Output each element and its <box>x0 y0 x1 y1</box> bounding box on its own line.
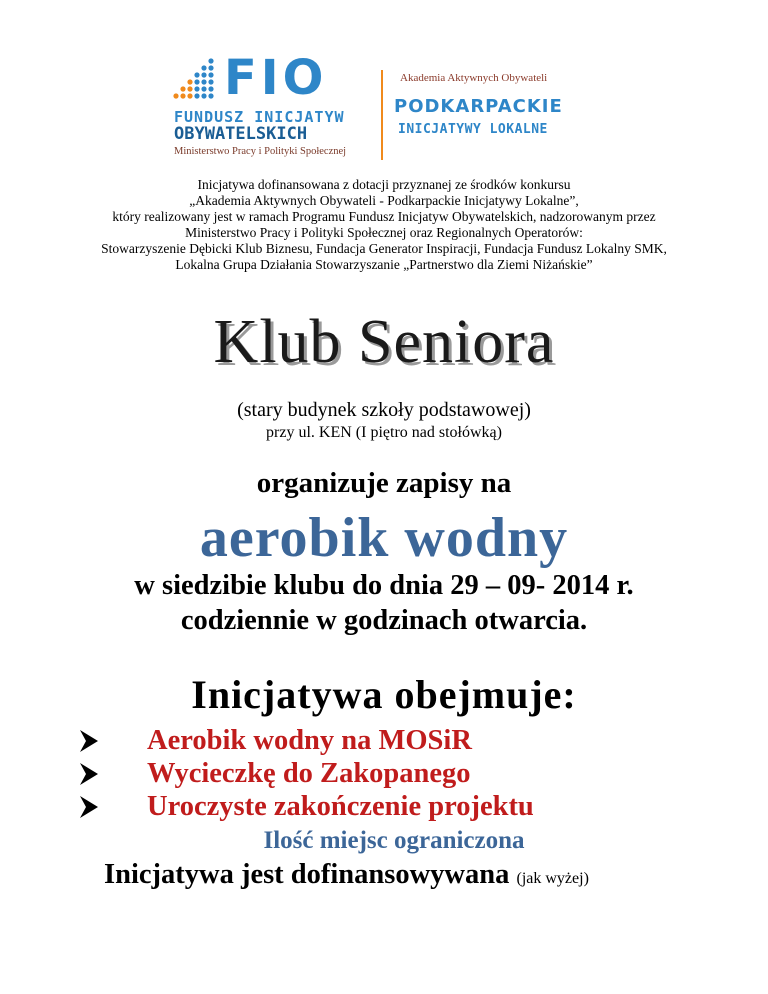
aao-logo-label: Akademia Aktywnych Obywateli <box>400 72 548 84</box>
funding-note-main: Inicjatywa jest dofinansowywana <box>104 859 510 890</box>
podkarpackie-logo-subtitle: INICJATYWY LOKALNE <box>398 122 548 137</box>
fio-dots-logo-icon <box>172 56 222 102</box>
list-item-text: Aerobik wodny na MOSiR <box>147 725 472 756</box>
intro-line: „Akademia Aktywnych Obywateli - Podkarpackie Inicjatywy Lokalne”, <box>189 193 579 208</box>
arrow-bullet-icon <box>80 763 98 785</box>
list-item <box>0 790 768 824</box>
fio-logo-word: FIO <box>224 50 328 106</box>
location-line-1: (stary budynek szkoły podstawowej) <box>237 399 531 421</box>
funding-note-small: (jak wyżej) <box>516 870 589 887</box>
list-item-text: Uroczyste zakończenie projektu <box>147 791 534 822</box>
logo-divider <box>381 70 383 160</box>
initiative-heading: Inicjatywa obejmuje: <box>191 672 577 717</box>
intro-line: Ministerstwo Pracy i Polityki Społecznej oraz Regionalnych Operatorów: <box>185 225 583 240</box>
deadline-line: w siedzibie klubu do dnia 29 – 09- 2014 r. <box>134 570 634 601</box>
funding-intro <box>0 177 768 273</box>
page-title: Klub Seniora <box>213 308 555 376</box>
fio-logo-line2: OBYWATELSKICH <box>174 124 308 144</box>
list-item <box>0 724 768 758</box>
arrow-bullet-icon <box>80 796 98 818</box>
list-item-text: Wycieczkę do Zakopanego <box>147 758 471 789</box>
location-line-2: przy ul. KEN (I piętro nad stołówką) <box>266 424 502 441</box>
registration-intro: organizuje zapisy na <box>256 467 512 499</box>
intro-line: Stowarzyszenie Dębicki Klub Biznesu, Fundacja Generator Inspiracji, Fundacja Fundusz Lokalny SMK, <box>101 241 667 256</box>
limited-places-note: Ilość miejsc ograniczona <box>263 827 525 854</box>
list-item <box>0 757 768 791</box>
fio-logo-ministry: Ministerstwo Pracy i Polityki Społecznej <box>174 146 347 157</box>
intro-line: Inicjatywa dofinansowana z dotacji przyznanej ze środków konkursu <box>197 177 571 192</box>
logo-block <box>172 52 602 164</box>
intro-line: Lokalna Grupa Działania Stowarzyszanie „Partnerstwo dla Ziemi Niżańskie” <box>175 257 593 272</box>
funding-note <box>104 858 589 896</box>
hours-line: codziennie w godzinach otwarcia. <box>180 605 588 636</box>
activity-title: aerobik wodny <box>199 507 569 569</box>
intro-line: który realizowany jest w ramach Programu Fundusz Inicjatyw Obywatelskich, nadzorowanym przez <box>112 209 656 224</box>
fio-logo-line1: FUNDUSZ INICJATYW <box>174 108 345 126</box>
podkarpackie-logo-title: PODKARPACKIE <box>394 96 563 117</box>
arrow-bullet-icon <box>80 730 98 752</box>
